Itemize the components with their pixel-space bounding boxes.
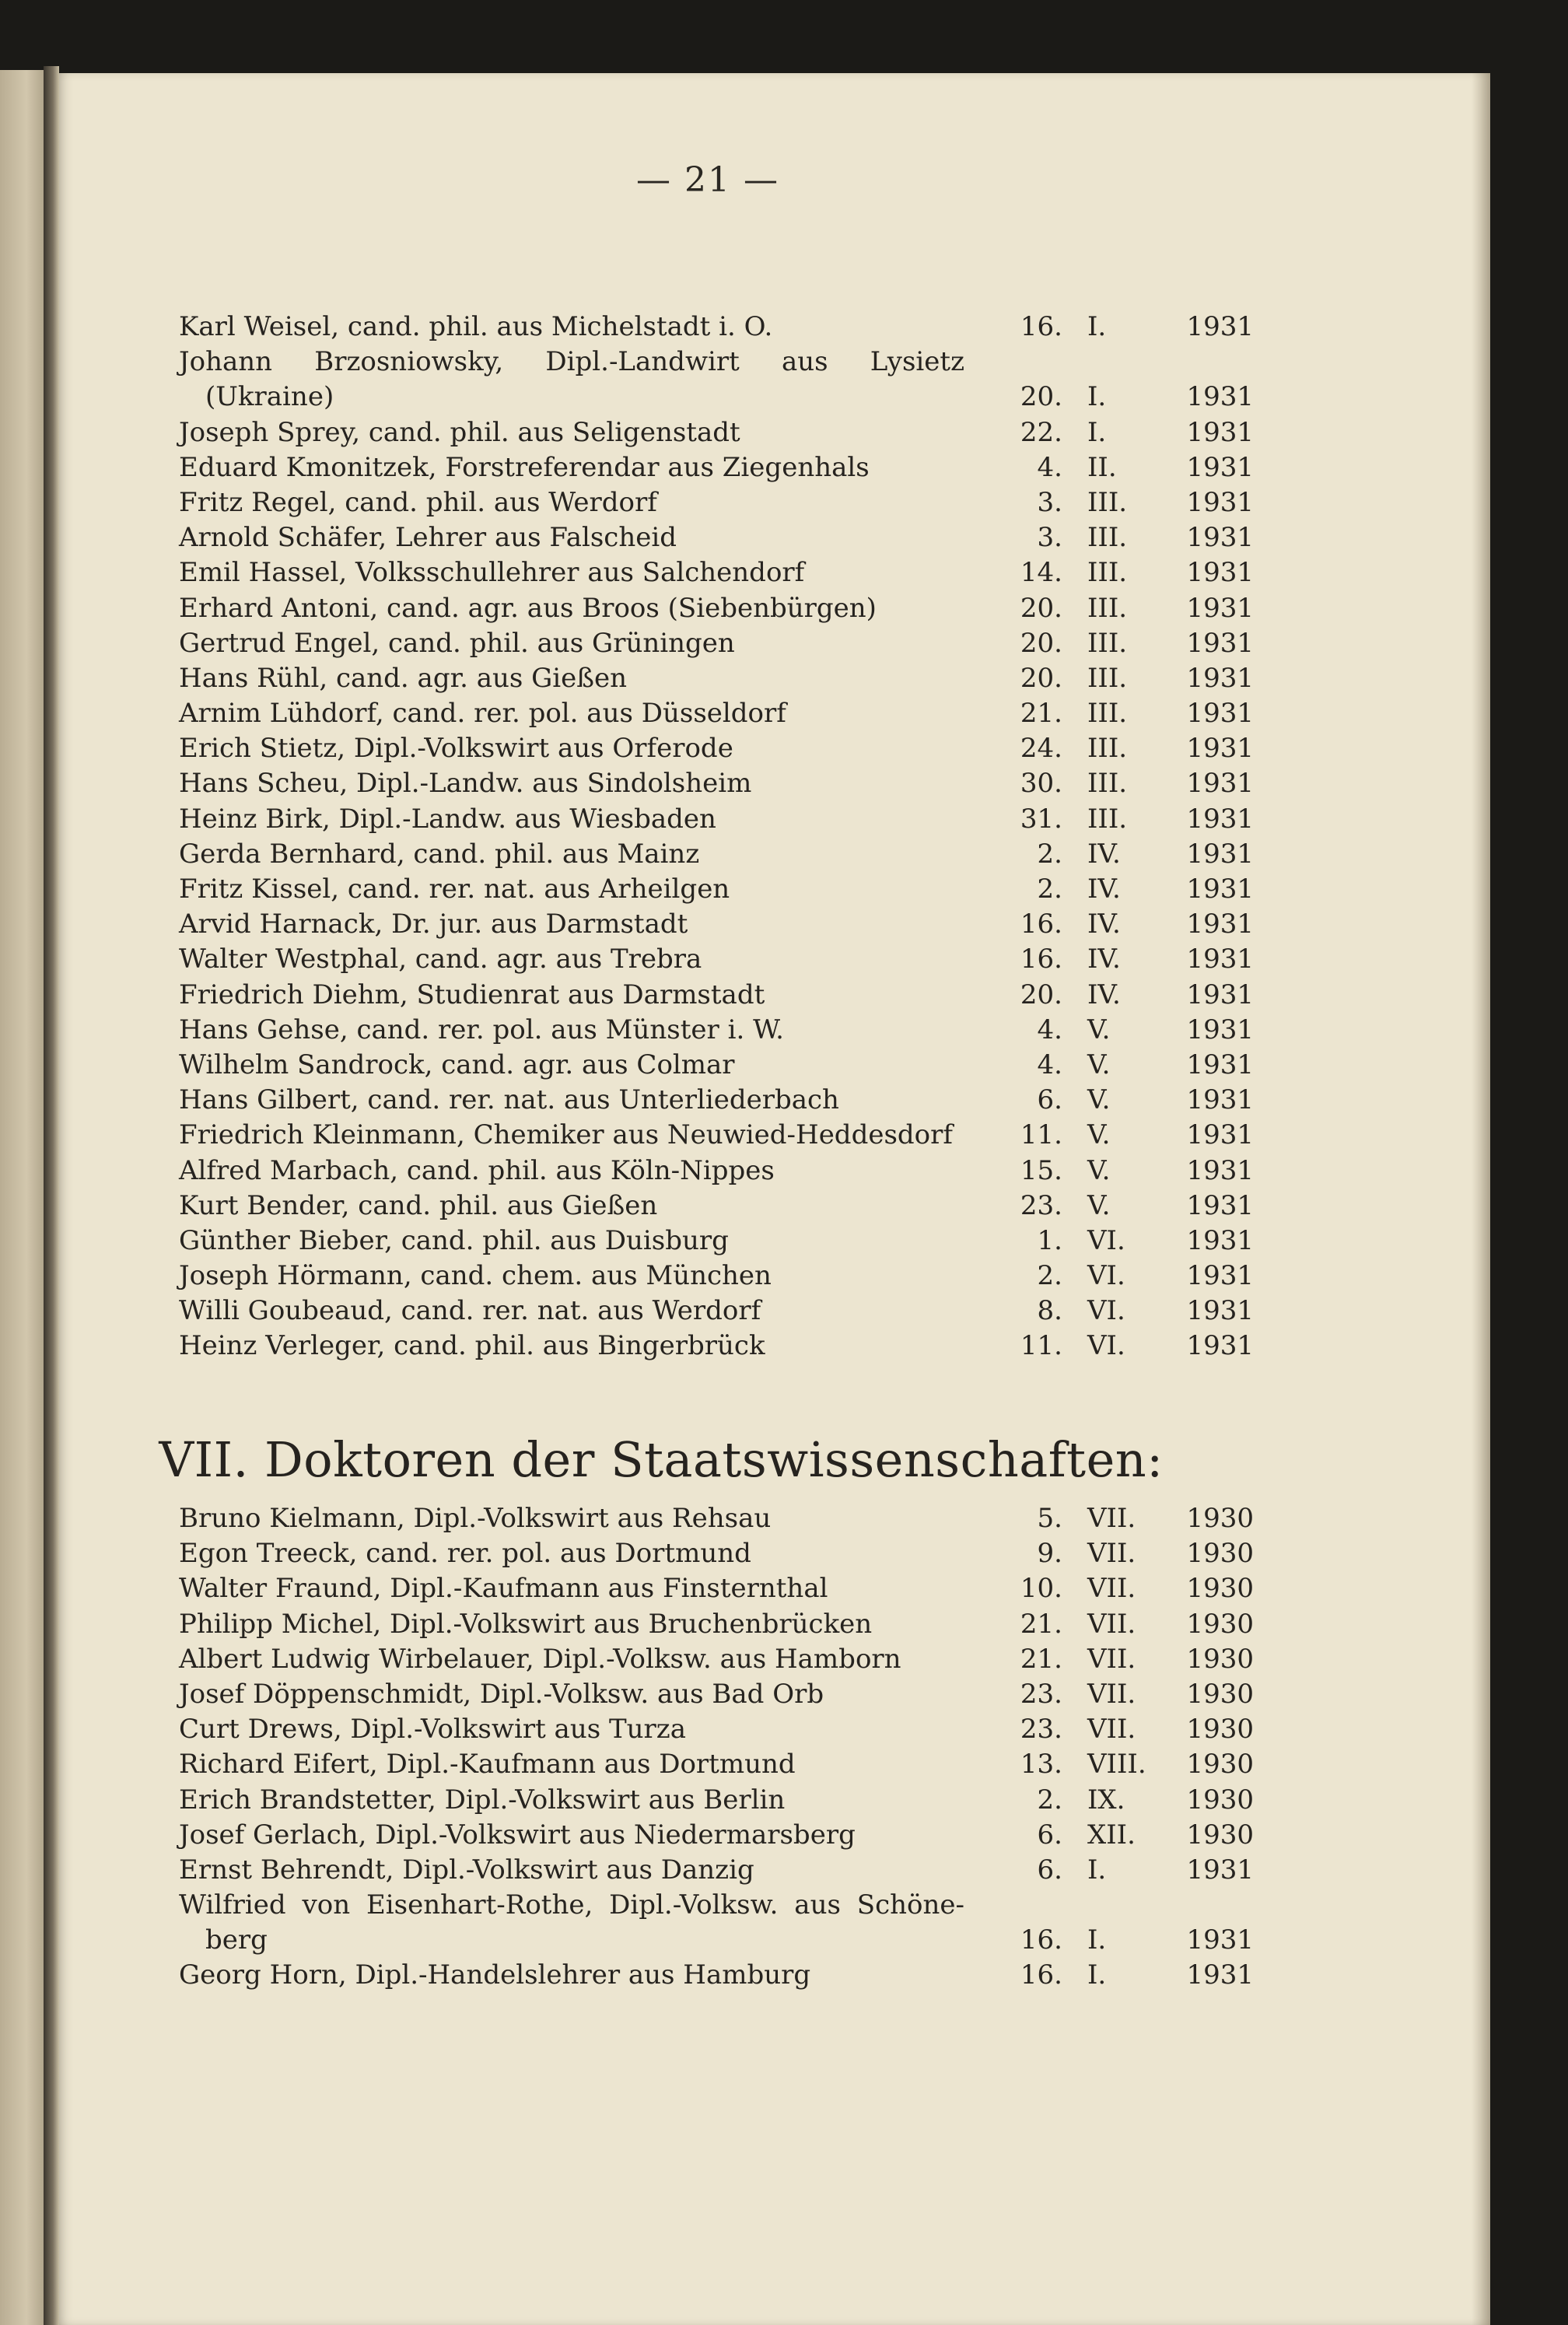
list-item [179,626,1299,661]
person-entry-text: Alfred Marbach, cand. phil. aus Köln-Nippes [179,1154,775,1186]
person-entry [179,907,964,942]
date-month: V. [1087,1014,1111,1045]
date-month: I. [1087,1854,1107,1886]
person-entry-text: Bruno Kielmann, Dipl.-Volkswirt aus Rehsau [179,1503,772,1534]
date-year: 1931 [1186,1330,1254,1362]
date-year: 1931 [1186,1154,1254,1186]
list-item [179,520,1299,555]
person-entry-text: Joseph Hörmann, cand. chem. aus München [179,1260,772,1292]
date-month: V. [1087,1189,1111,1221]
person-entry [179,1224,964,1259]
date-month: V. [1087,1049,1111,1080]
graduates-list-staatswissenschaften [179,1501,1299,1994]
date-month: III. [1087,803,1128,835]
date-year: 1930 [1186,1538,1254,1570]
person-entry [179,696,964,731]
person-entry-text: Kurt Bender, cand. phil. aus Gießen [179,1189,658,1221]
person-entry-text: Philipp Michel, Dipl.-Volkswirt aus Bruchenbrücken [179,1608,873,1640]
date-year: 1931 [1186,768,1254,800]
list-item [179,345,1299,415]
date-day: 4. [1037,451,1062,483]
person-entry [179,1294,964,1329]
list-item [179,1853,1299,1888]
person-entry [179,1888,964,1958]
list-item [179,591,1299,626]
date-day: 20. [1020,662,1062,694]
person-entry-text: Arvid Harnack, Dr. jur. aus Darmstadt [179,909,688,940]
date-day: 15. [1020,1154,1062,1186]
person-entry-text: Ernst Behrendt, Dipl.-Volkswirt aus Danzig [179,1854,754,1886]
person-entry [179,1536,964,1571]
date-year: 1931 [1186,838,1254,870]
page-edge-shadow [1472,73,1490,2325]
person-entry [179,978,964,1013]
person-entry-text: Hans Gehse, cand. rer. pol. aus Münster i. W. [179,1014,784,1045]
person-entry-text: Fritz Regel, cand. phil. aus Werdorf [179,486,657,518]
date-day: 4. [1037,1014,1062,1045]
date-day: 6. [1037,1854,1062,1886]
list-item [179,1189,1299,1224]
date-day: 21. [1020,1608,1062,1640]
person-entry [179,731,964,766]
list-item [179,802,1299,837]
graduates-list-continued [179,310,1299,1364]
list-item [179,1154,1299,1189]
date-year: 1931 [1186,944,1254,975]
date-month: I. [1087,416,1107,448]
date-month: VI. [1087,1260,1125,1292]
date-month: III. [1087,627,1128,659]
date-month: XII. [1087,1819,1136,1851]
date-year: 1931 [1186,522,1254,554]
date-year: 1931 [1186,909,1254,940]
date-day: 16. [1020,1959,1062,1991]
date-day: 5. [1037,1503,1062,1534]
date-year: 1931 [1186,803,1254,835]
person-entry-text: Gerda Bernhard, cand. phil. aus Mainz [179,838,700,870]
list-item [179,1329,1299,1364]
date-day: 16. [1020,311,1062,342]
date-day: 30. [1020,768,1062,800]
list-item [179,837,1299,872]
date-day: 20. [1020,979,1062,1010]
date-month: III. [1087,698,1128,730]
list-item [179,766,1299,801]
list-item [179,978,1299,1013]
person-entry-text: Wilhelm Sandrock, cand. agr. aus Colmar [179,1049,735,1080]
date-day: 11. [1020,1119,1062,1151]
date-day: 22. [1020,416,1062,448]
person-entry-text: Günther Bieber, cand. phil. aus Duisburg [179,1224,729,1256]
date-day: 11. [1020,1330,1062,1362]
date-year: 1930 [1186,1608,1254,1640]
left-page-edge [0,70,48,2325]
list-item [179,942,1299,977]
list-item [179,661,1299,696]
date-year: 1931 [1186,592,1254,624]
list-item [179,1747,1299,1782]
person-entry [179,1048,964,1083]
person-entry-text: Johann Brzosniowsky, Dipl.-Landwirt aus Lysietz [179,346,964,378]
date-day: 1. [1037,1224,1062,1256]
date-year: 1931 [1186,416,1254,448]
list-item [179,1224,1299,1259]
person-entry-text: Josef Döppenschmidt, Dipl.-Volksw. aus Bad Orb [179,1678,824,1710]
person-entry [179,1083,964,1118]
person-entry [179,555,964,590]
person-entry [179,1259,964,1294]
person-entry [179,1607,964,1642]
date-month: VII. [1087,1714,1136,1746]
person-entry [179,1677,964,1712]
date-year: 1931 [1186,979,1254,1010]
date-year: 1931 [1186,698,1254,730]
date-day: 21. [1020,1643,1062,1675]
page-number: — 21 — [636,160,779,200]
date-year: 1931 [1186,733,1254,765]
list-item [179,1712,1299,1747]
person-entry-text: Arnim Lühdorf, cand. rer. pol. aus Düsseldorf [179,698,786,730]
date-day: 23. [1020,1189,1062,1221]
person-entry-text: Erich Brandstetter, Dipl.-Volkswirt aus Berlin [179,1784,786,1816]
person-entry [179,1329,964,1364]
date-month: I. [1087,1959,1107,1991]
date-month: III. [1087,733,1128,765]
date-year: 1931 [1186,451,1254,483]
list-item [179,1642,1299,1677]
person-entry-text: Joseph Sprey, cand. phil. aus Seligenstadt [179,416,740,448]
person-entry-text: Gertrud Engel, cand. phil. aus Grüningen [179,627,735,659]
date-year: 1931 [1186,662,1254,694]
date-month: IV. [1087,838,1121,870]
date-day: 3. [1037,486,1062,518]
list-item [179,907,1299,942]
person-entry-continuation: berg [205,1924,268,1956]
person-entry-text: Egon Treeck, cand. rer. pol. aus Dortmund [179,1538,751,1570]
person-entry-text: Hans Scheu, Dipl.-Landw. aus Sindolsheim [179,768,752,800]
list-item [179,1536,1299,1571]
list-item [179,872,1299,907]
person-entry-text: Josef Gerlach, Dipl.-Volkswirt aus Niedermarsberg [179,1819,856,1851]
date-day: 2. [1037,1260,1062,1292]
date-month: IV. [1087,944,1121,975]
date-year: 1930 [1186,1819,1254,1851]
person-entry-text: Arnold Schäfer, Lehrer aus Falscheid [179,522,677,554]
person-entry-text: Richard Eifert, Dipl.-Kaufmann aus Dortmund [179,1749,796,1781]
person-entry-text: Heinz Verleger, cand. phil. aus Bingerbrück [179,1330,765,1362]
date-year: 1930 [1186,1714,1254,1746]
person-entry [179,591,964,626]
person-entry-text: Hans Rühl, cand. agr. aus Gießen [179,662,628,694]
list-item [179,1048,1299,1083]
date-day: 6. [1037,1084,1062,1116]
date-day: 20. [1020,381,1062,413]
list-item [179,1083,1299,1118]
date-day: 8. [1037,1295,1062,1327]
list-item [179,1294,1299,1329]
list-item [179,1818,1299,1853]
person-entry-text: Erich Stietz, Dipl.-Volkswirt aus Orferode [179,733,733,765]
list-item [179,1677,1299,1712]
date-month: I. [1087,1924,1107,1956]
date-month: IV. [1087,874,1121,905]
list-item [179,485,1299,520]
date-month: VII. [1087,1538,1136,1570]
person-entry [179,310,964,345]
date-year: 1931 [1186,557,1254,589]
person-entry-text: Walter Fraund, Dipl.-Kaufmann aus Finsternthal [179,1573,828,1605]
date-year: 1930 [1186,1749,1254,1781]
date-month: I. [1087,311,1107,342]
date-month: III. [1087,592,1128,624]
date-month: III. [1087,486,1128,518]
person-entry-text: Walter Westphal, cand. agr. aus Trebra [179,944,702,975]
person-entry-continuation: (Ukraine) [205,381,334,413]
date-month: IX. [1087,1784,1125,1816]
person-entry [179,1013,964,1048]
person-entry [179,942,964,977]
list-item [179,415,1299,450]
list-item [179,1571,1299,1606]
date-year: 1931 [1186,1014,1254,1045]
date-day: 13. [1020,1749,1062,1781]
person-entry-text: Emil Hassel, Volksschullehrer aus Salchendorf [179,557,805,589]
person-entry [179,1818,964,1853]
date-year: 1930 [1186,1573,1254,1605]
date-day: 3. [1037,522,1062,554]
person-entry-text: Karl Weisel, cand. phil. aus Michelstadt i. O. [179,311,773,342]
list-item [179,310,1299,345]
date-month: VI. [1087,1330,1125,1362]
date-month: I. [1087,381,1107,413]
date-year: 1931 [1186,1959,1254,1991]
person-entry [179,345,964,415]
person-entry [179,1189,964,1224]
date-month: VII. [1087,1678,1136,1710]
date-month: VIII. [1087,1749,1146,1781]
person-entry [179,837,964,872]
date-month: V. [1087,1154,1111,1186]
person-entry-text: Hans Gilbert, cand. rer. nat. aus Unterliederbach [179,1084,839,1116]
date-day: 23. [1020,1714,1062,1746]
date-year: 1930 [1186,1678,1254,1710]
person-entry [179,415,964,450]
date-year: 1931 [1186,874,1254,905]
person-entry [179,1783,964,1818]
list-item [179,1259,1299,1294]
date-year: 1931 [1186,1260,1254,1292]
date-year: 1931 [1186,1854,1254,1886]
person-entry-text: Eduard Kmonitzek, Forstreferendar aus Ziegenhals [179,451,870,483]
date-day: 2. [1037,874,1062,905]
person-entry [179,1118,964,1153]
person-entry-text: Wilfried von Eisenhart-Rothe, Dipl.-Volksw. aus Schöne- [179,1889,964,1921]
person-entry [179,872,964,907]
person-entry [179,520,964,555]
date-year: 1931 [1186,1119,1254,1151]
date-day: 2. [1037,1784,1062,1816]
date-year: 1931 [1186,1049,1254,1080]
list-item [179,1013,1299,1048]
person-entry [179,1958,964,1993]
person-entry [179,661,964,696]
date-month: IV. [1087,909,1121,940]
list-item [179,450,1299,485]
person-entry-text: Georg Horn, Dipl.-Handelslehrer aus Hamburg [179,1959,811,1991]
date-year: 1931 [1186,1189,1254,1221]
date-month: III. [1087,522,1128,554]
date-day: 2. [1037,838,1062,870]
date-day: 31. [1020,803,1062,835]
person-entry-text: Fritz Kissel, cand. rer. nat. aus Arheilgen [179,874,730,905]
person-entry [179,1712,964,1747]
date-year: 1931 [1186,311,1254,342]
person-entry [179,626,964,661]
date-day: 10. [1020,1573,1062,1605]
date-month: III. [1087,768,1128,800]
date-day: 4. [1037,1049,1062,1080]
list-item [179,555,1299,590]
date-year: 1931 [1186,486,1254,518]
person-entry-text: Heinz Birk, Dipl.-Landw. aus Wiesbaden [179,803,716,835]
list-item [179,1607,1299,1642]
list-item [179,1888,1299,1958]
date-day: 23. [1020,1678,1062,1710]
date-month: VI. [1087,1224,1125,1256]
date-month: VI. [1087,1295,1125,1327]
date-year: 1931 [1186,1295,1254,1327]
person-entry [179,802,964,837]
date-month: V. [1087,1119,1111,1151]
person-entry-text: Curt Drews, Dipl.-Volkswirt aus Turza [179,1714,686,1746]
date-day: 16. [1020,1924,1062,1956]
person-entry [179,1571,964,1606]
date-year: 1931 [1186,1924,1254,1956]
book-gutter [44,66,59,2325]
date-day: 21. [1020,698,1062,730]
date-year: 1930 [1186,1643,1254,1675]
person-entry [179,485,964,520]
person-entry [179,1853,964,1888]
section-heading-vii: VII. Doktoren der Staatswissenschaften: [159,1431,1164,1488]
date-month: VII. [1087,1573,1136,1605]
person-entry-text: Friedrich Diehm, Studienrat aus Darmstadt [179,979,765,1010]
date-day: 16. [1020,944,1062,975]
date-year: 1930 [1186,1503,1254,1534]
date-day: 6. [1037,1819,1062,1851]
date-day: 9. [1037,1538,1062,1570]
list-item [179,1501,1299,1536]
date-year: 1931 [1186,381,1254,413]
date-day: 20. [1020,627,1062,659]
list-item [179,1118,1299,1153]
person-entry-text: Willi Goubeaud, cand. rer. nat. aus Werdorf [179,1295,761,1327]
date-month: VII. [1087,1608,1136,1640]
person-entry-text: Albert Ludwig Wirbelauer, Dipl.-Volksw. aus Hamborn [179,1643,901,1675]
date-year: 1930 [1186,1784,1254,1816]
date-year: 1931 [1186,1084,1254,1116]
person-entry [179,450,964,485]
list-item [179,1958,1299,1993]
person-entry [179,1154,964,1189]
date-day: 14. [1020,557,1062,589]
date-year: 1931 [1186,1224,1254,1256]
person-entry [179,1501,964,1536]
date-month: VII. [1087,1643,1136,1675]
list-item [179,731,1299,766]
list-item [179,696,1299,731]
date-month: VII. [1087,1503,1136,1534]
date-month: IV. [1087,979,1121,1010]
person-entry [179,766,964,801]
person-entry-text: Erhard Antoni, cand. agr. aus Broos (Siebenbürgen) [179,592,877,624]
list-item [179,1783,1299,1818]
person-entry [179,1747,964,1782]
date-year: 1931 [1186,627,1254,659]
date-day: 20. [1020,592,1062,624]
date-month: II. [1087,451,1117,483]
date-month: III. [1087,662,1128,694]
date-day: 24. [1020,733,1062,765]
date-month: III. [1087,557,1128,589]
date-day: 16. [1020,909,1062,940]
person-entry [179,1642,964,1677]
person-entry-text: Friedrich Kleinmann, Chemiker aus Neuwied-Heddesdorf [179,1119,953,1151]
date-month: V. [1087,1084,1111,1116]
